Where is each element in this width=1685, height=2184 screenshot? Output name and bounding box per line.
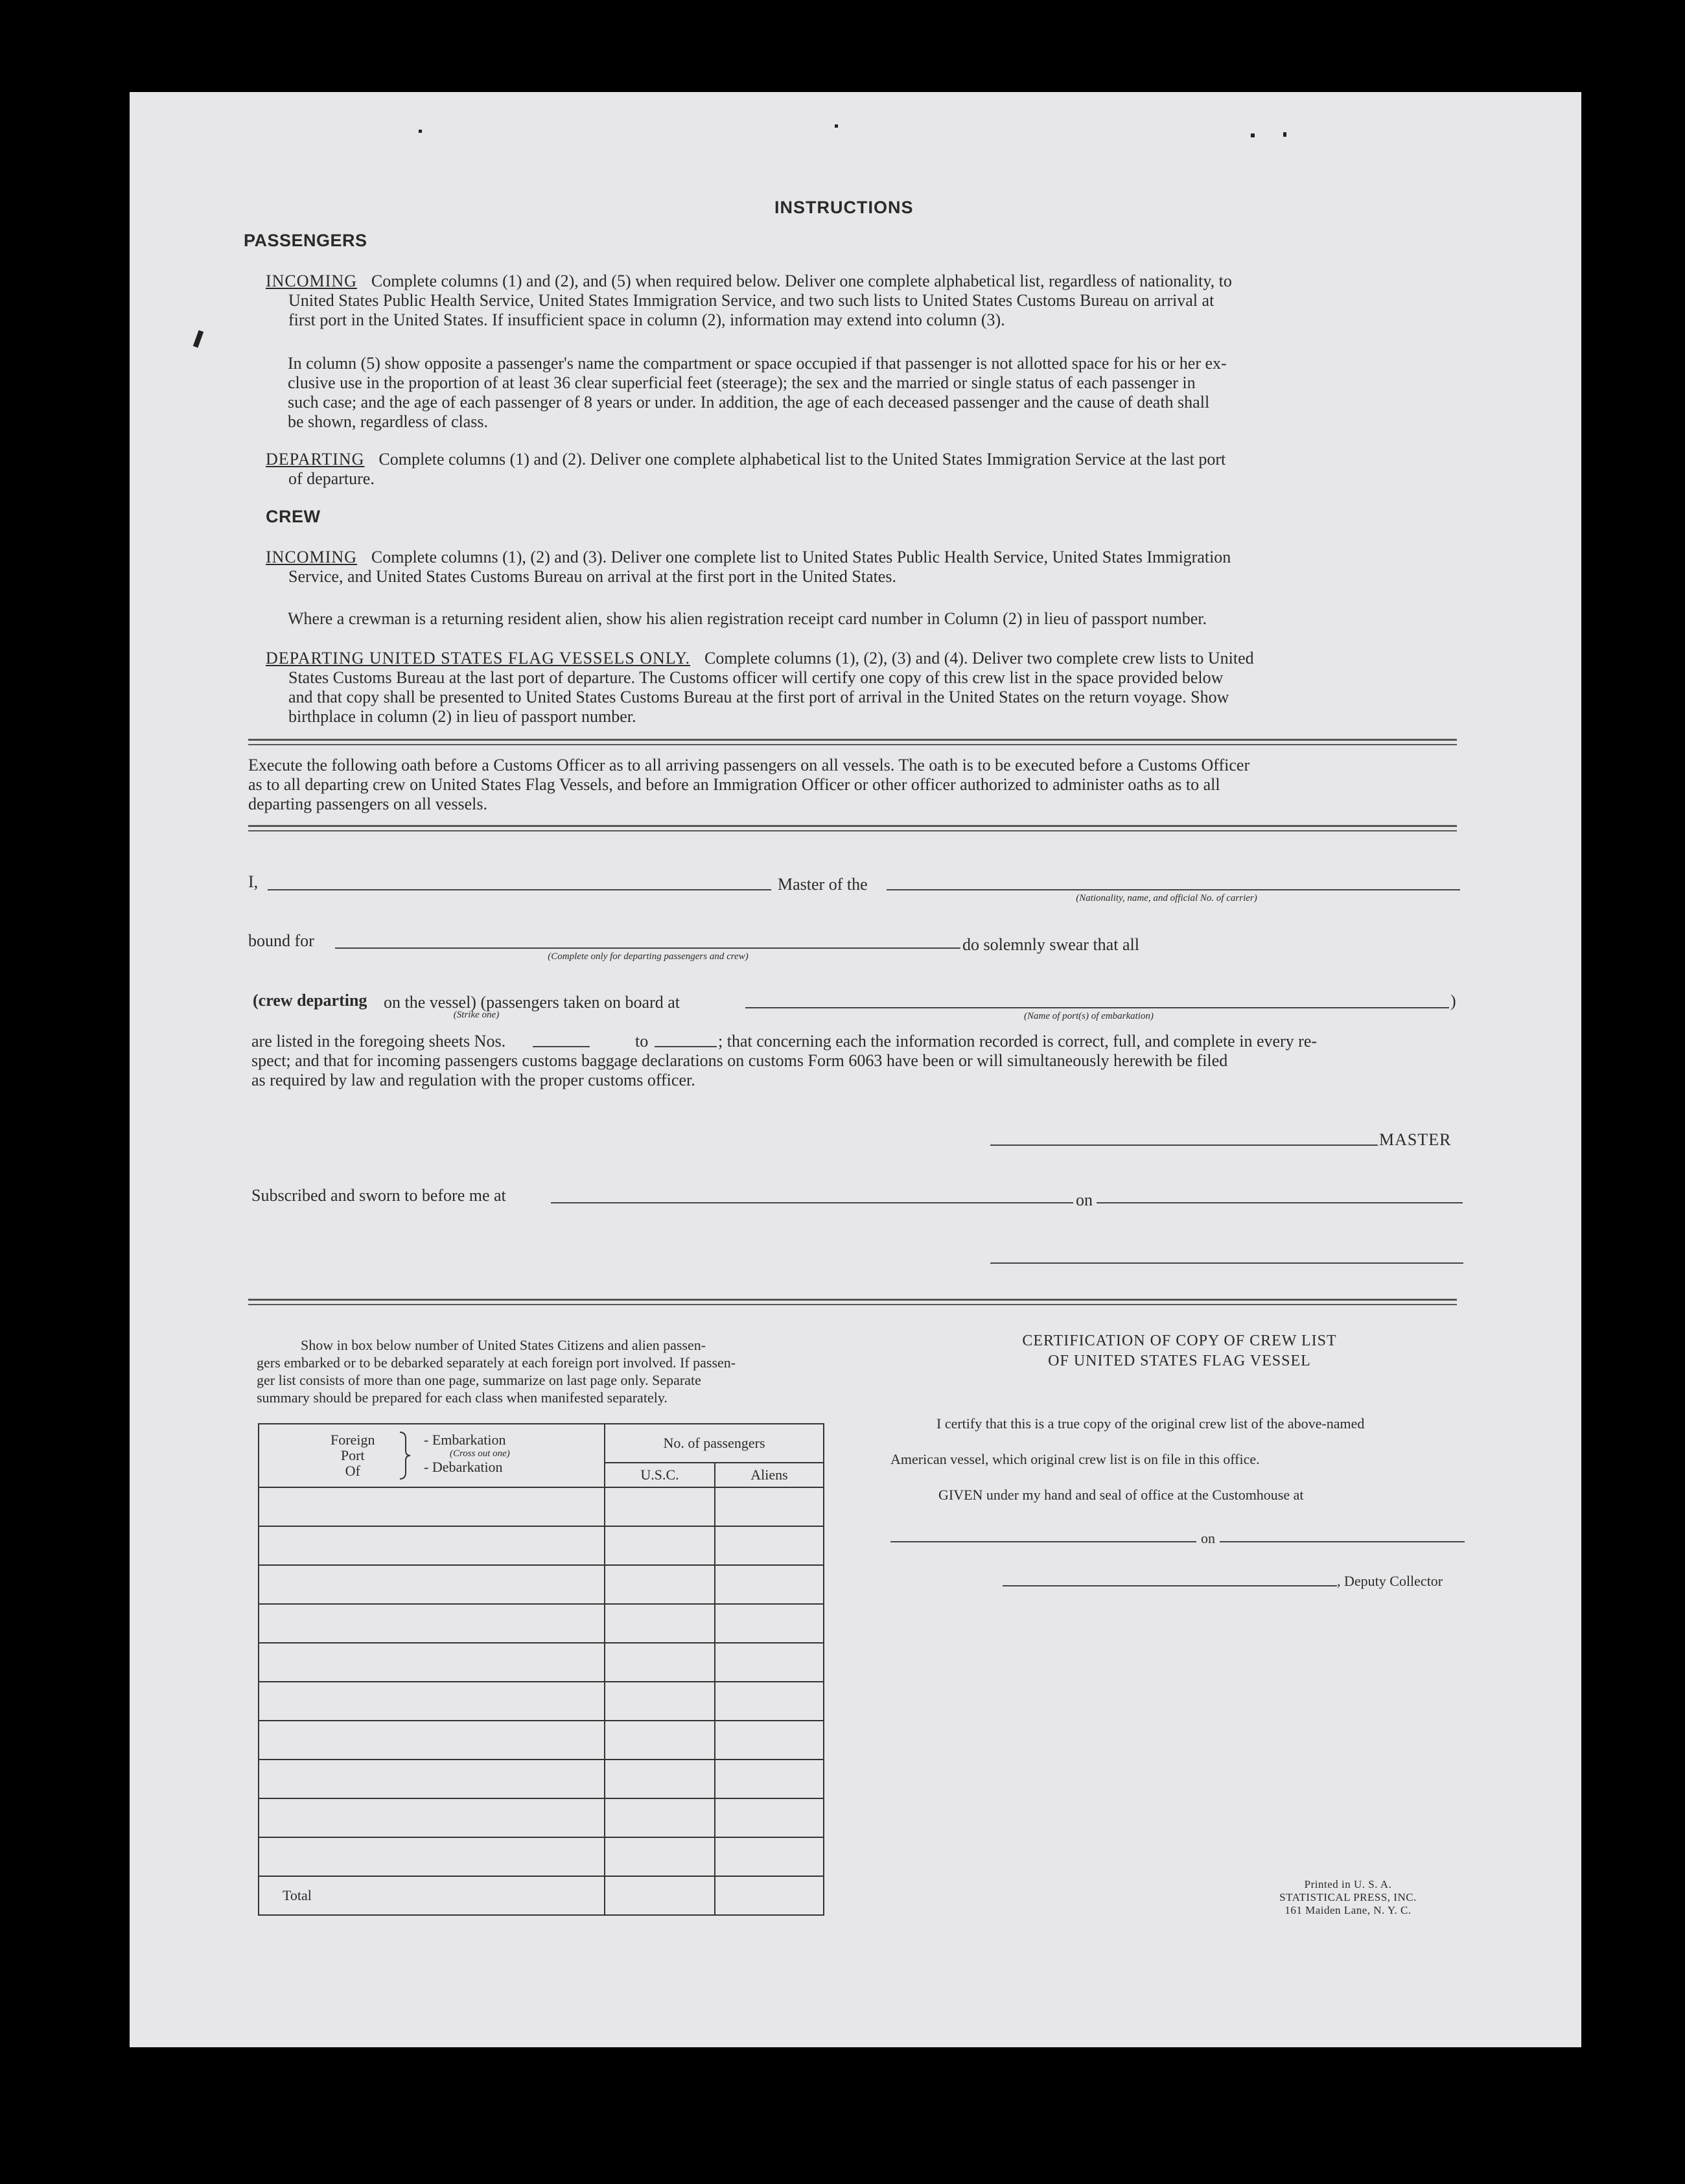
usc-cell[interactable] <box>605 1682 715 1721</box>
master-of-the-label: Master of the <box>778 875 868 894</box>
aliens-cell[interactable] <box>715 1604 824 1643</box>
scan-speck <box>1251 134 1255 137</box>
port-label-2: Port <box>340 1447 365 1463</box>
oath-i-label: I, <box>248 872 259 891</box>
crew-departing-text-3: and that copy shall be presented to United States Customs Bureau at the first port of arrival in the United States on the return voyage. Show <box>288 688 1229 706</box>
bound-caption: (Complete only for departing passengers and crew) <box>548 951 749 962</box>
debarkation-option[interactable]: - Debarkation <box>424 1459 503 1475</box>
embark-options <box>424 1432 510 1475</box>
column5-line-1: In column (5) show opposite a passenger's name the compartment or space occupied if that passenger is not allotted space for his or her ex- <box>288 354 1227 373</box>
summary-note-line-1: Show in box below number of United States Citizens and alien passen- <box>301 1337 706 1353</box>
bound-for-label: bound for <box>248 931 314 950</box>
port-label-1: Foreign <box>331 1432 375 1448</box>
oath-intro <box>248 756 1457 814</box>
cert-on-label: on <box>1201 1530 1215 1546</box>
usc-cell[interactable] <box>605 1526 715 1565</box>
embarkation-option[interactable]: - Embarkation <box>424 1432 506 1448</box>
oath-body-line-3: as required by law and regulation with the proper customs officer. <box>251 1071 695 1089</box>
close-paren: ) <box>1450 992 1456 1010</box>
table-row <box>259 1798 824 1837</box>
cert-body-line-1: I certify that this is a true copy of the original crew list of the above-named <box>936 1415 1365 1432</box>
master-signature-field[interactable] <box>990 1144 1378 1146</box>
crew-incoming-text-2: Service, and United States Customs Bureau on arrival at the first port in the United States. <box>288 567 896 586</box>
sheets-prefix: are listed in the foregoing sheets Nos. <box>251 1032 506 1051</box>
divider-rule <box>248 825 1457 831</box>
usc-header: U.S.C. <box>605 1463 715 1487</box>
sworn-on-label: on <box>1076 1191 1093 1209</box>
scan-speck <box>1283 132 1286 137</box>
carrier-caption: (Nationality, name, and official No. of carrier) <box>1076 893 1257 903</box>
usc-cell[interactable] <box>605 1643 715 1682</box>
officer-signature-field[interactable] <box>990 1262 1463 1264</box>
table-row <box>259 1526 824 1565</box>
strike-one-caption: (Strike one) <box>453 1010 500 1020</box>
instructions-title: INSTRUCTIONS <box>774 198 914 217</box>
passenger-summary-table <box>258 1423 824 1916</box>
certification-title <box>894 1331 1465 1371</box>
total-usc-cell[interactable] <box>605 1876 715 1915</box>
divider-rule <box>248 1299 1457 1305</box>
crew-departing-block <box>266 649 1432 726</box>
passengers-departing-label: DEPARTING <box>266 450 365 469</box>
port-cell[interactable] <box>259 1487 605 1526</box>
passengers-incoming-label: INCOMING <box>266 272 357 290</box>
master-label: MASTER <box>1379 1130 1452 1149</box>
sheet-from-field[interactable] <box>533 1046 590 1047</box>
deputy-collector-label: , Deputy Collector <box>1337 1573 1443 1589</box>
printer-line-2: STATISTICAL PRESS, INC. <box>1279 1891 1417 1903</box>
crewman-note: Where a crewman is a returning resident alien, show his alien registration receipt card number in Column (2) in lieu of passport number. <box>288 609 1207 628</box>
sworn-place-field[interactable] <box>551 1202 1073 1203</box>
table-row <box>259 1760 824 1798</box>
passengers-incoming-block <box>266 272 1432 330</box>
table-row <box>259 1565 824 1604</box>
oath-intro-line-2: as to all departing crew on United States Flag Vessels, and before an Immigration Officer or other officer authorized to administer oaths as to all <box>248 775 1220 794</box>
port-cell[interactable] <box>259 1604 605 1643</box>
scan-speck <box>419 130 422 133</box>
port-cell[interactable] <box>259 1643 605 1682</box>
passengers-departing-text-2: of departure. <box>288 469 375 488</box>
passengers-departing-block <box>266 450 1432 489</box>
crew-departing-text-2: States Customs Bureau at the last port of departure. The Customs officer will certify one copy of this crew list in the space provided below <box>288 668 1224 687</box>
on-vessel-text: on the vessel) (passengers taken on board at <box>384 993 680 1012</box>
num-passengers-header: No. of passengers <box>605 1424 824 1463</box>
aliens-cell[interactable] <box>715 1837 824 1876</box>
aliens-cell[interactable] <box>715 1526 824 1565</box>
oath-intro-line-1: Execute the following oath before a Customs Officer as to all arriving passengers on all vessels. The oath is to be executed before a Customs Officer <box>248 756 1250 774</box>
usc-cell[interactable] <box>605 1760 715 1798</box>
crew-departing-text: Complete columns (1), (2), (3) and (4). Deliver two complete crew lists to United <box>704 649 1254 668</box>
passengers-departing-text: Complete columns (1) and (2). Deliver one complete alphabetical list to the United States Immigration Service at the last port <box>378 450 1226 469</box>
usc-cell[interactable] <box>605 1487 715 1526</box>
cert-given: GIVEN under my hand and seal of office at the Customhouse at <box>938 1487 1304 1503</box>
aliens-cell[interactable] <box>715 1721 824 1760</box>
swear-text: do solemnly swear that all <box>962 935 1139 954</box>
embarkation-port-field[interactable] <box>745 1007 1449 1008</box>
usc-cell[interactable] <box>605 1565 715 1604</box>
cross-out-caption: (Cross out one) <box>450 1448 510 1459</box>
usc-cell[interactable] <box>605 1604 715 1643</box>
deputy-signature-field[interactable] <box>1003 1585 1337 1586</box>
subscribed-label: Subscribed and sworn to before me at <box>251 1186 506 1205</box>
summary-note-line-3: ger list consists of more than one page, summarize on last page only. Separate <box>257 1372 701 1388</box>
oath-intro-line-3: departing passengers on all vessels. <box>248 795 487 813</box>
printer-line-1: Printed in U. S. A. <box>1304 1878 1392 1890</box>
aliens-cell[interactable] <box>715 1643 824 1682</box>
sworn-date-field[interactable] <box>1097 1202 1463 1203</box>
summary-note-line-4: summary should be prepared for each class when manifested separately. <box>257 1389 668 1406</box>
printer-line-3: 161 Maiden Lane, N. Y. C. <box>1284 1904 1412 1916</box>
table-row <box>259 1837 824 1876</box>
summary-note-line-2: gers embarked or to be debarked separately at each foreign port involved. If passen- <box>257 1354 736 1371</box>
summary-note <box>257 1336 828 1406</box>
carrier-field[interactable] <box>887 889 1460 890</box>
cert-title-line-2: OF UNITED STATES FLAG VESSEL <box>1048 1353 1311 1369</box>
port-cell[interactable] <box>259 1526 605 1565</box>
sheets-to-label: to <box>635 1032 649 1051</box>
column5-line-4: be shown, regardless of class. <box>288 412 489 431</box>
foreign-port-label <box>331 1432 375 1479</box>
port-label-3: Of <box>345 1463 360 1479</box>
passengers-incoming-text-3: first port in the United States. If insufficient space in column (2), information may extend into column (3). <box>288 310 1005 329</box>
passengers-incoming-text-2: United States Public Health Service, United States Immigration Service, and two such lists to United States Customs Bureau on arrival at <box>288 291 1214 310</box>
port-cell[interactable] <box>259 1760 605 1798</box>
usc-cell[interactable] <box>605 1798 715 1837</box>
cert-body-line-2: American vessel, which original crew list is on file in this office. <box>890 1451 1260 1467</box>
brace-icon <box>398 1431 412 1480</box>
sheets-rest: ; that concerning each the information recorded is correct, full, and complete in every re- <box>718 1032 1318 1051</box>
port-cell[interactable] <box>259 1565 605 1604</box>
usc-cell[interactable] <box>605 1837 715 1876</box>
master-name-field[interactable] <box>268 889 771 890</box>
total-label: Total <box>259 1876 605 1915</box>
aliens-cell[interactable] <box>715 1798 824 1837</box>
crew-incoming-label: INCOMING <box>266 548 357 566</box>
crew-incoming-block <box>266 548 1432 587</box>
cert-title-line-1: CERTIFICATION OF COPY OF CREW LIST <box>1022 1332 1337 1349</box>
cert-date-field[interactable] <box>1220 1541 1465 1542</box>
table-row <box>259 1604 824 1643</box>
crew-departing-option[interactable]: (crew departing <box>253 991 367 1010</box>
aliens-header: Aliens <box>715 1463 824 1487</box>
port-cell[interactable] <box>259 1798 605 1837</box>
aliens-cell[interactable] <box>715 1487 824 1526</box>
port-cell[interactable] <box>259 1721 605 1760</box>
crew-incoming-text: Complete columns (1), (2) and (3). Deliver one complete list to United States Public Health Service, United States Immigration <box>371 548 1231 566</box>
scan-speck <box>835 124 838 128</box>
sheet-to-field[interactable] <box>655 1046 717 1047</box>
port-cell[interactable] <box>259 1837 605 1876</box>
passengers-heading: PASSENGERS <box>244 231 367 250</box>
table-row <box>259 1721 824 1760</box>
aliens-cell[interactable] <box>715 1565 824 1604</box>
aliens-cell[interactable] <box>715 1682 824 1721</box>
total-aliens-cell[interactable] <box>715 1876 824 1915</box>
passengers-incoming-text: Complete columns (1) and (2), and (5) when required below. Deliver one complete alphabetical list, regardless of nationality, to <box>371 272 1232 290</box>
bound-for-field[interactable] <box>335 947 960 949</box>
table-row <box>259 1682 824 1721</box>
divider-rule <box>248 739 1457 745</box>
column5-line-3: such case; and the age of each passenger of 8 years or under. In addition, the age of each deceased passenger and the cause of death shall <box>288 393 1210 412</box>
printer-imprint <box>1231 1878 1465 1917</box>
oath-body-line-2: spect; and that for incoming passengers customs baggage declarations on customs Form 6063 have been or will simultaneously herewith be filed <box>251 1051 1228 1070</box>
customhouse-field[interactable] <box>890 1541 1196 1542</box>
port-header-cell <box>259 1424 605 1487</box>
column5-line-2: clusive use in the proportion of at least 36 clear superficial feet (steerage); the sex and the married or single status of each passenger in <box>288 373 1196 392</box>
table-row <box>259 1487 824 1526</box>
crew-departing-text-4: birthplace in column (2) in lieu of passport number. <box>288 707 636 726</box>
port-cell[interactable] <box>259 1682 605 1721</box>
port-caption: (Name of port(s) of embarkation) <box>1024 1011 1154 1021</box>
aliens-cell[interactable] <box>715 1760 824 1798</box>
crew-departing-label: DEPARTING UNITED STATES FLAG VESSELS ONLY. <box>266 649 690 668</box>
table-row <box>259 1643 824 1682</box>
column5-paragraph <box>288 354 1432 432</box>
crew-heading: CREW <box>266 507 321 526</box>
table-body <box>259 1487 824 1876</box>
usc-cell[interactable] <box>605 1721 715 1760</box>
